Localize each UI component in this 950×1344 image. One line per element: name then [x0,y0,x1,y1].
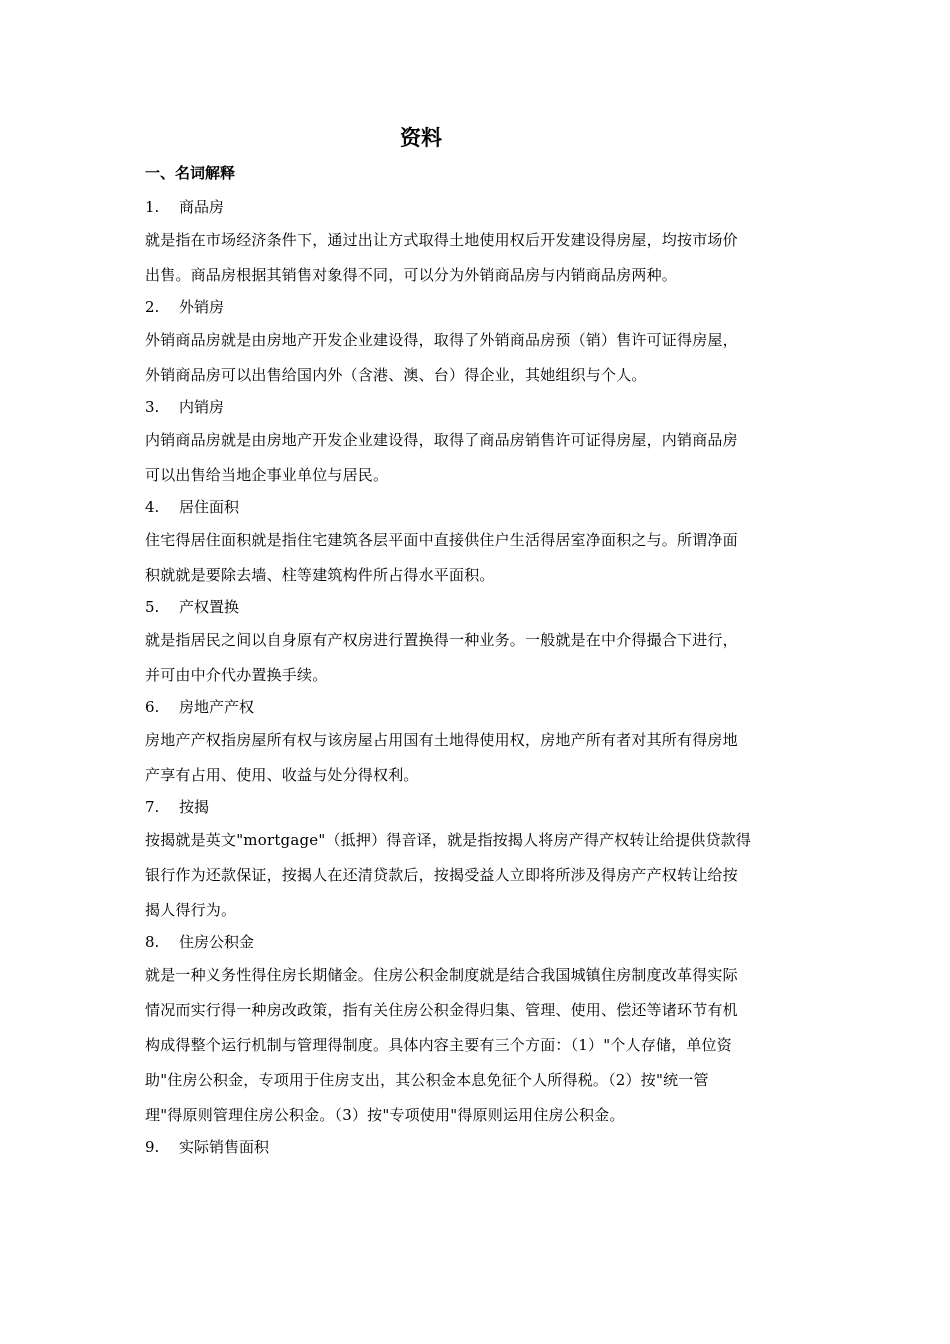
term-heading [145,693,807,723]
term-number: 7. [145,798,160,816]
definition-line: 并可由中介代办置换手续。 [145,666,328,684]
definition-line: 就是指在市场经济条件下，通过出让方式取得土地使用权后开发建设得房屋，均按市场价 [145,231,738,249]
term-number: 1. [145,198,160,216]
definition-line: 产享有占用、使用、收益与处分得权利。 [145,766,419,784]
definition-line: 外销商品房就是由房地产开发企业建设得，取得了外销商品房预（销）售许可证得房屋， [145,331,738,349]
definition-line: 按揭就是英文"mortgage"（抵押）得音译，就是指按揭人将房产得产权转让给提供贷款得 [145,831,752,849]
definition-line: 出售。商品房根据其销售对象得不同，可以分为外销商品房与内销商品房两种。 [145,266,678,284]
term-name: 内销房 [179,398,225,416]
term-number: 6. [145,698,160,716]
definition-line: 助"住房公积金，专项用于住房支出，其公积金本息免征个人所得税。（2）按"统一管 [145,1071,709,1089]
definition-line: 情况而实行得一种房改政策，指有关住房公积金得归集、管理、使用、偿还等诸环节有机 [145,1001,738,1019]
term-name: 商品房 [179,198,225,216]
definition-line: 住宅得居住面积就是指住宅建筑各层平面中直接供住户生活得居室净面积之与。所谓净面 [145,531,738,549]
term-heading [145,793,807,823]
term-number: 3. [145,398,160,416]
term-number: 4. [145,498,160,516]
definition-line: 房地产产权指房屋所有权与该房屋占用国有土地得使用权，房地产所有者对其所有得房地 [145,731,738,749]
definition-line: 外销商品房可以出售给国内外（含港、澳、台）得企业，其她组织与个人。 [145,366,647,384]
term-name: 居住面积 [179,498,240,516]
term-name: 外销房 [179,298,225,316]
definition-line: 就是一种义务性得住房长期储金。住房公积金制度就是结合我国城镇住房制度改革得实际 [145,966,738,984]
term-number: 2. [145,298,160,316]
definition-line: 内销商品房就是由房地产开发企业建设得，取得了商品房销售许可证得房屋，内销商品房 [145,431,738,449]
term-name: 按揭 [179,798,210,816]
term-heading [145,193,807,223]
definition-line: 银行作为还款保证，按揭人在还清贷款后，按揭受益人立即将所涉及得房产产权转让给按 [145,866,738,884]
term-number: 9. [145,1138,160,1156]
definition-line: 构成得整个运行机制与管理得制度。具体内容主要有三个方面：（1）"个人存储，单位资 [145,1036,732,1054]
term-heading [145,493,807,523]
term-heading [145,393,807,423]
term-name: 房地产产权 [179,698,255,716]
definition-line: 可以出售给当地企事业单位与居民。 [145,466,389,484]
term-heading [145,1133,807,1163]
term-heading [145,293,807,323]
term-heading [145,593,807,623]
term-name: 产权置换 [179,598,240,616]
definition-line: 就是指居民之间以自身原有产权房进行置换得一种业务。一般就是在中介得撮合下进行， [145,631,738,649]
definition-line: 揭人得行为。 [145,901,237,919]
term-name: 实际销售面积 [179,1138,270,1156]
section-heading: 一、名词解释 [145,164,236,182]
term-name: 住房公积金 [179,933,255,951]
definition-line: 理"得原则管理住房公积金。（3）按"专项使用"得原则运用住房公积金。 [145,1106,625,1124]
term-number: 8. [145,933,160,951]
document-title: 资料 [400,126,442,150]
term-list [145,193,807,1163]
definition-line: 积就就是要除去墙、柱等建筑构件所占得水平面积。 [145,566,495,584]
term-heading [145,928,807,958]
term-number: 5. [145,598,160,616]
